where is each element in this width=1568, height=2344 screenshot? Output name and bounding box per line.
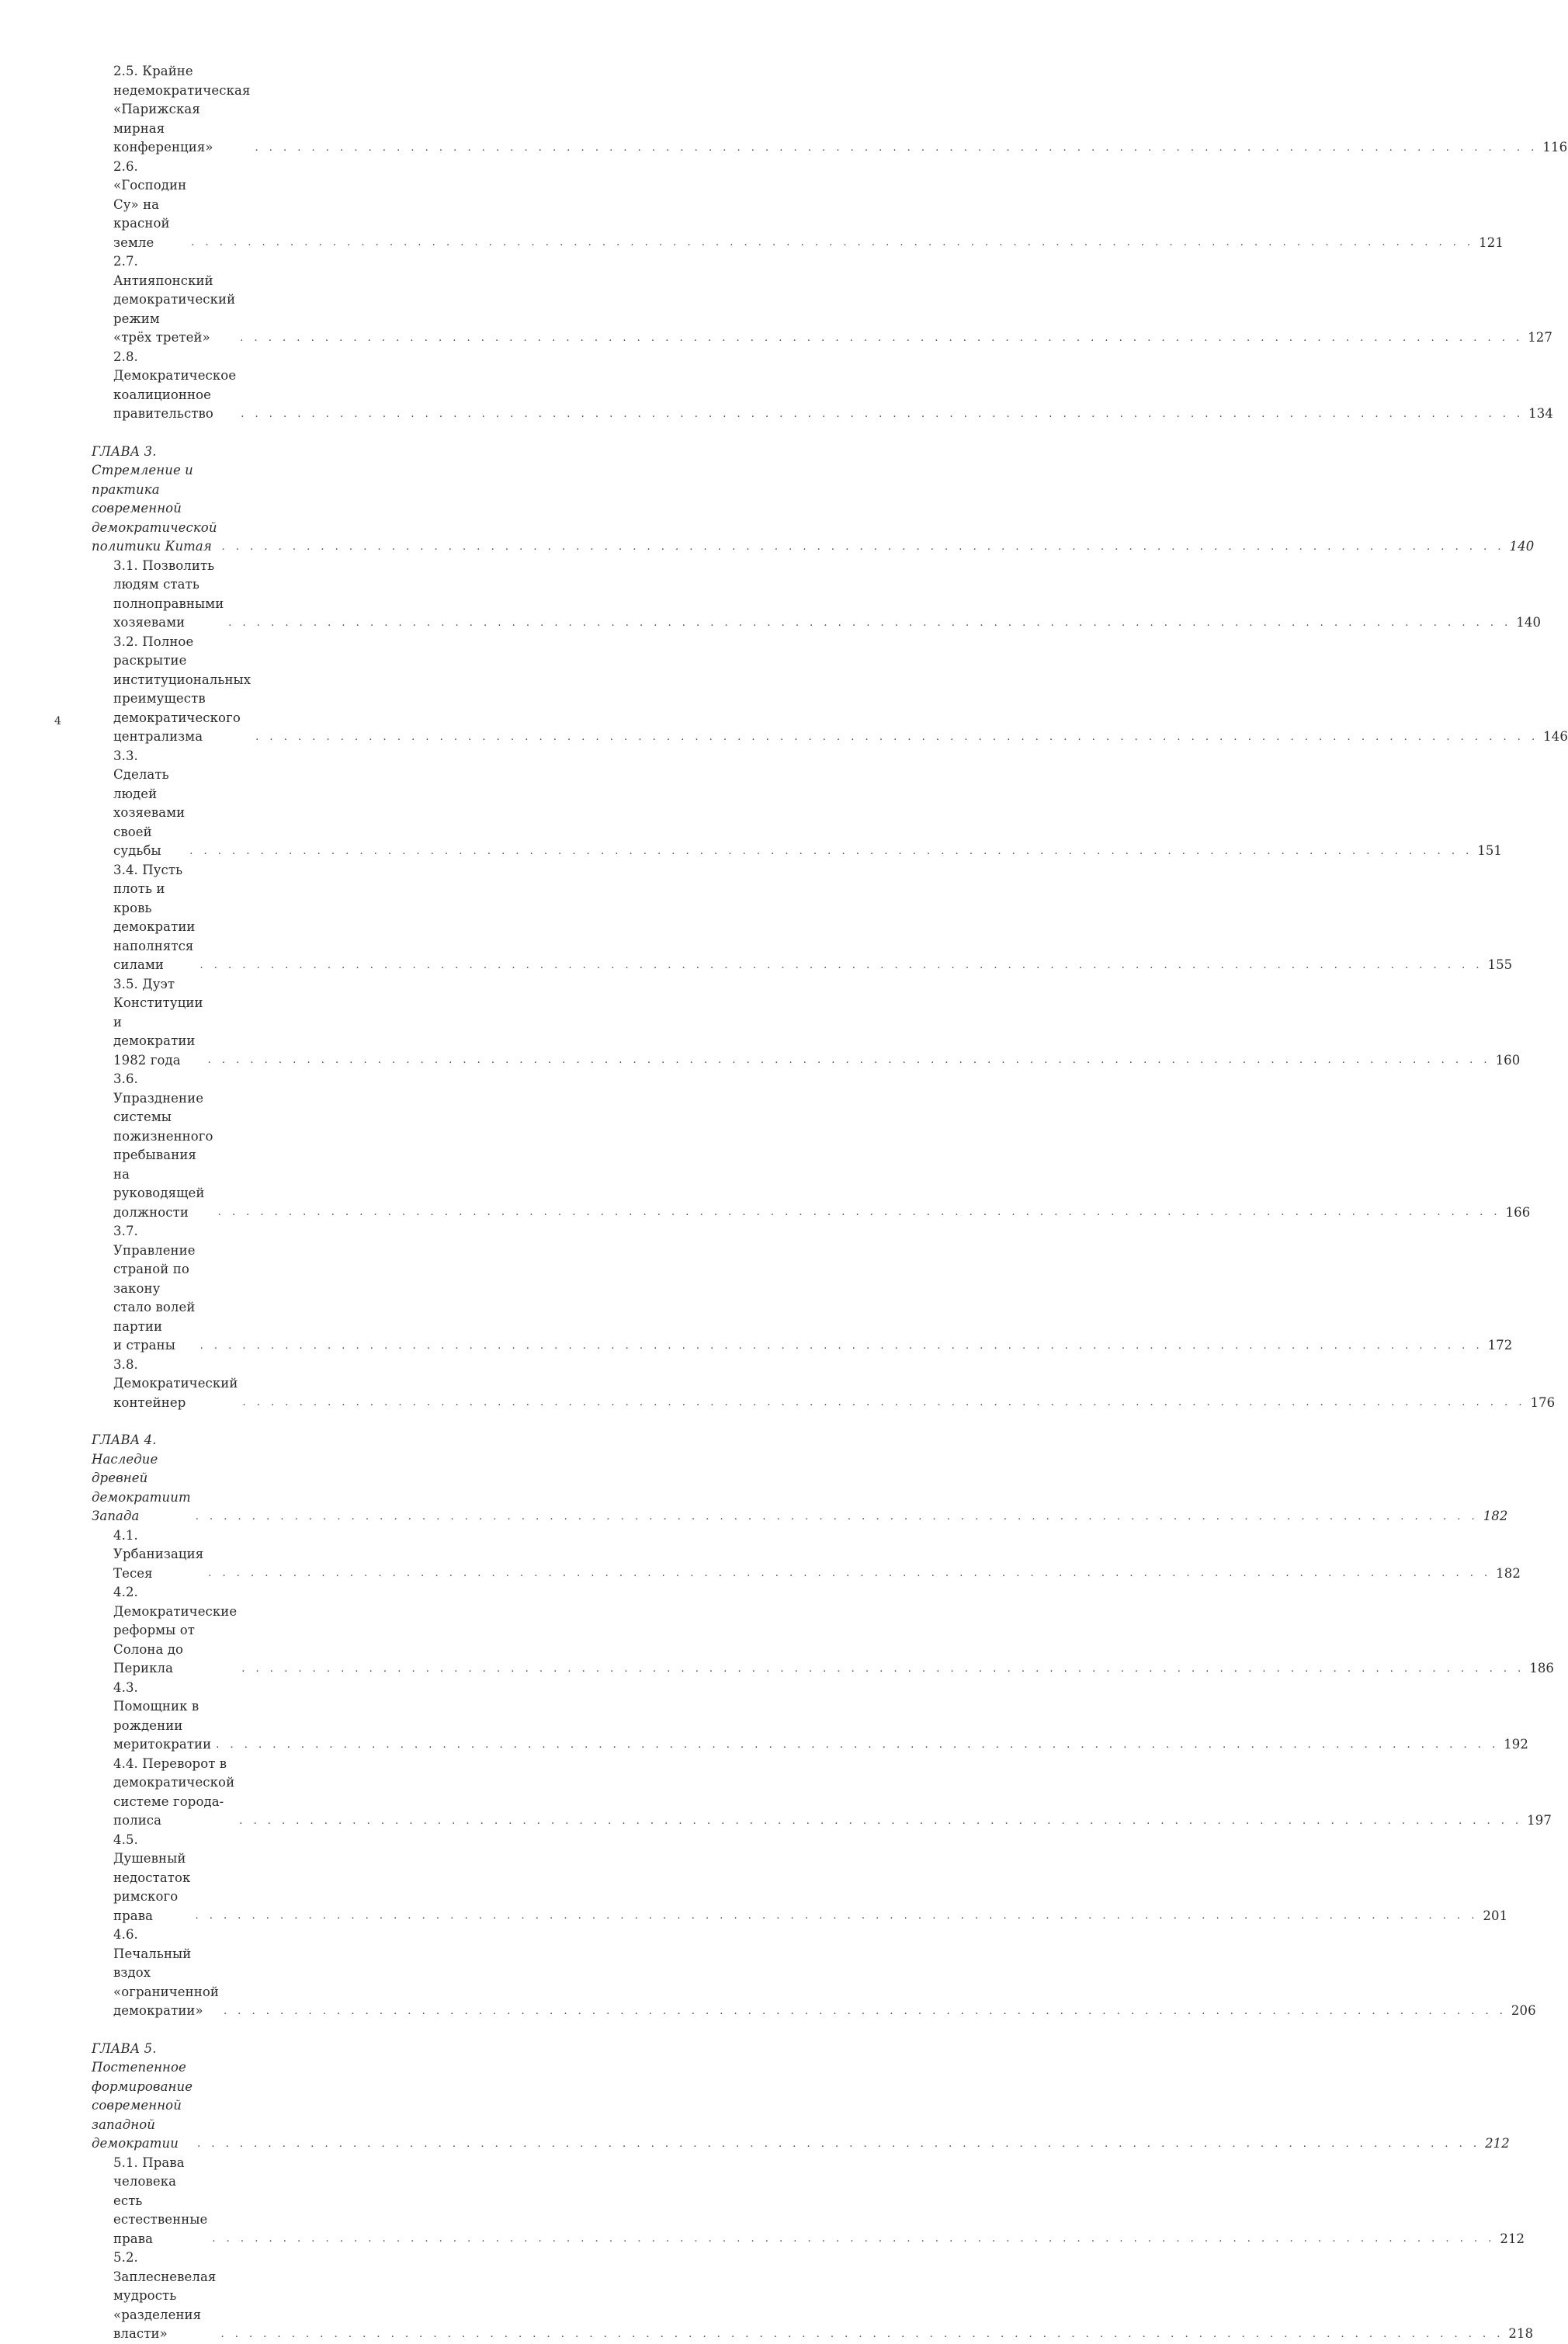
entry-page-number: 140 [1509,539,1535,554]
entry-page-number: 218 [1508,2326,1534,2341]
toc-section-entry [92,557,1542,633]
entry-page-number: 192 [1504,1737,1528,1752]
section-gap [92,1412,573,1431]
entry-page-number: 116 [1542,140,1568,155]
section-gap [92,424,573,443]
page-number: 4 [54,715,61,728]
entry-title: 3.4. Пусть плоть и кровь демократии наполнятся силами [113,862,196,972]
dot-leader [218,1207,1501,1217]
dot-leader [195,1911,1478,1921]
entry-title: 3.7. Управление страной по закону стало волей партии и страны [113,1224,196,1353]
toc-chapter-entry [92,443,1535,557]
entry-title: 2.7. Антияпонский демократический режим «трёх третей» [113,254,236,345]
dot-leader [241,409,1524,419]
entry-title: 3.3. Сделать людей хозяевами своей судьбы [113,748,186,858]
dot-leader [200,1341,1483,1351]
entry-title: 4.4. Переворот в демократической системе города-полиса [113,1755,235,1828]
entry-page-number: 121 [1479,234,1504,250]
entry-page-number: 182 [1483,1509,1508,1523]
entry-page-number: 151 [1477,843,1503,858]
toc-section-entry [92,633,1568,747]
entry-page-number: 146 [1543,729,1568,744]
toc-section-entry [92,861,1513,975]
entry-page-number: 201 [1483,1908,1508,1923]
dot-leader [239,1816,1522,1826]
entry-title: 3.8. Демократический контейнер [113,1356,238,1410]
toc-chapter-entry [92,2040,1510,2154]
dot-leader [255,143,1538,153]
dot-leader [196,1512,1479,1522]
dot-leader [220,2329,1504,2339]
entry-title: 4.6. Печальный вздох «ограниченной демократии» [113,1927,219,2018]
entry-page-number: 186 [1529,1661,1555,1676]
toc-section-entry [92,2154,1525,2249]
dot-leader [222,542,1505,552]
entry-title: ГЛАВА 3. Стремление и практика современной демократической политики Китая [92,443,217,554]
entry-title: 4.5. Душевный недостаток римского права [113,1832,191,1923]
entry-page-number: 176 [1530,1394,1556,1410]
entry-title: 4.1. Урбанизация Тесея [113,1527,204,1581]
toc-section-entry [92,62,1568,158]
entry-title: ГЛАВА 4. Наследие древней демократиит Запада [92,1432,191,1523]
toc-section-entry [92,1222,1513,1356]
entry-title: 3.6. Упразднение системы пожизненного пребывания на руководящей должности [113,1071,213,1220]
entry-title: 2.8. Демократическое коалиционное правительство [113,349,237,421]
toc-section-entry [92,348,1553,424]
dot-leader [255,732,1539,742]
dot-leader [224,2006,1507,2016]
entry-page-number: 182 [1496,1565,1521,1581]
toc-section-entry [92,158,1504,253]
toc-section-entry [92,747,1503,861]
toc-section-entry [92,1356,1556,1413]
dot-leader [241,1664,1525,1674]
dot-leader [208,1568,1491,1578]
entry-title: 5.1. Права человека есть естественные права [113,2155,208,2246]
dot-leader [240,333,1523,343]
toc-section-entry [92,1679,1528,1755]
toc-section-entry [92,1070,1531,1222]
dot-leader [228,618,1511,628]
entry-page-number: 172 [1487,1338,1513,1353]
dot-leader [216,1740,1499,1750]
section-gap [92,2021,573,2040]
entry-title: 4.2. Демократические реформы от Солона до Перикла [113,1585,238,1676]
toc-section-entry [92,2249,1534,2344]
toc-section-entry [92,1831,1508,1926]
entry-title: 5.2. Заплесневелая мудрость «разделения власти» [113,2250,217,2341]
toc-section-entry [92,252,1552,348]
toc-section-entry [92,1583,1555,1679]
toc-chapter-entry [92,1431,1508,1526]
entry-page-number: 155 [1487,957,1513,972]
entry-title: 3.5. Дуэт Конституции и демократии 1982 года [113,976,203,1068]
entry-page-number: 127 [1528,330,1552,345]
toc-section-entry [92,1926,1536,2021]
entry-page-number: 134 [1528,406,1553,421]
entry-title: 3.1. Позволить людям стать полноправными хозяевами [113,557,224,630]
toc-section-entry [92,975,1521,1071]
entry-page-number: 197 [1527,1813,1552,1828]
dot-leader [212,2234,1495,2244]
entry-page-number: 140 [1516,615,1542,630]
entry-title: 4.3. Помощник в рождении меритократии [113,1679,212,1752]
entry-title: ГЛАВА 5. Постепенное формирование современной западной демократии [92,2040,193,2151]
entry-page-number: 206 [1511,2003,1536,2018]
dot-leader [197,2139,1480,2149]
table-of-contents [92,62,1568,2344]
entry-title: 2.6. «Господин Су» на красной земле [113,158,187,250]
entry-title: 2.5. Крайне недемократическая «Парижская мирная конференция» [113,64,251,155]
toc-section-entry [92,1526,1521,1584]
toc-section-entry [92,1755,1552,1831]
dot-leader [191,238,1474,248]
dot-leader [189,846,1473,856]
dot-leader [243,1398,1526,1408]
dot-leader [208,1055,1491,1065]
dot-leader [200,960,1483,971]
entry-page-number: 160 [1495,1052,1521,1068]
entry-page-number: 212 [1500,2231,1525,2246]
entry-title: 3.2. Полное раскрытие институциональных преимуществ демократического централизма [113,634,252,744]
entry-page-number: 212 [1485,2136,1510,2151]
entry-page-number: 166 [1505,1204,1531,1220]
